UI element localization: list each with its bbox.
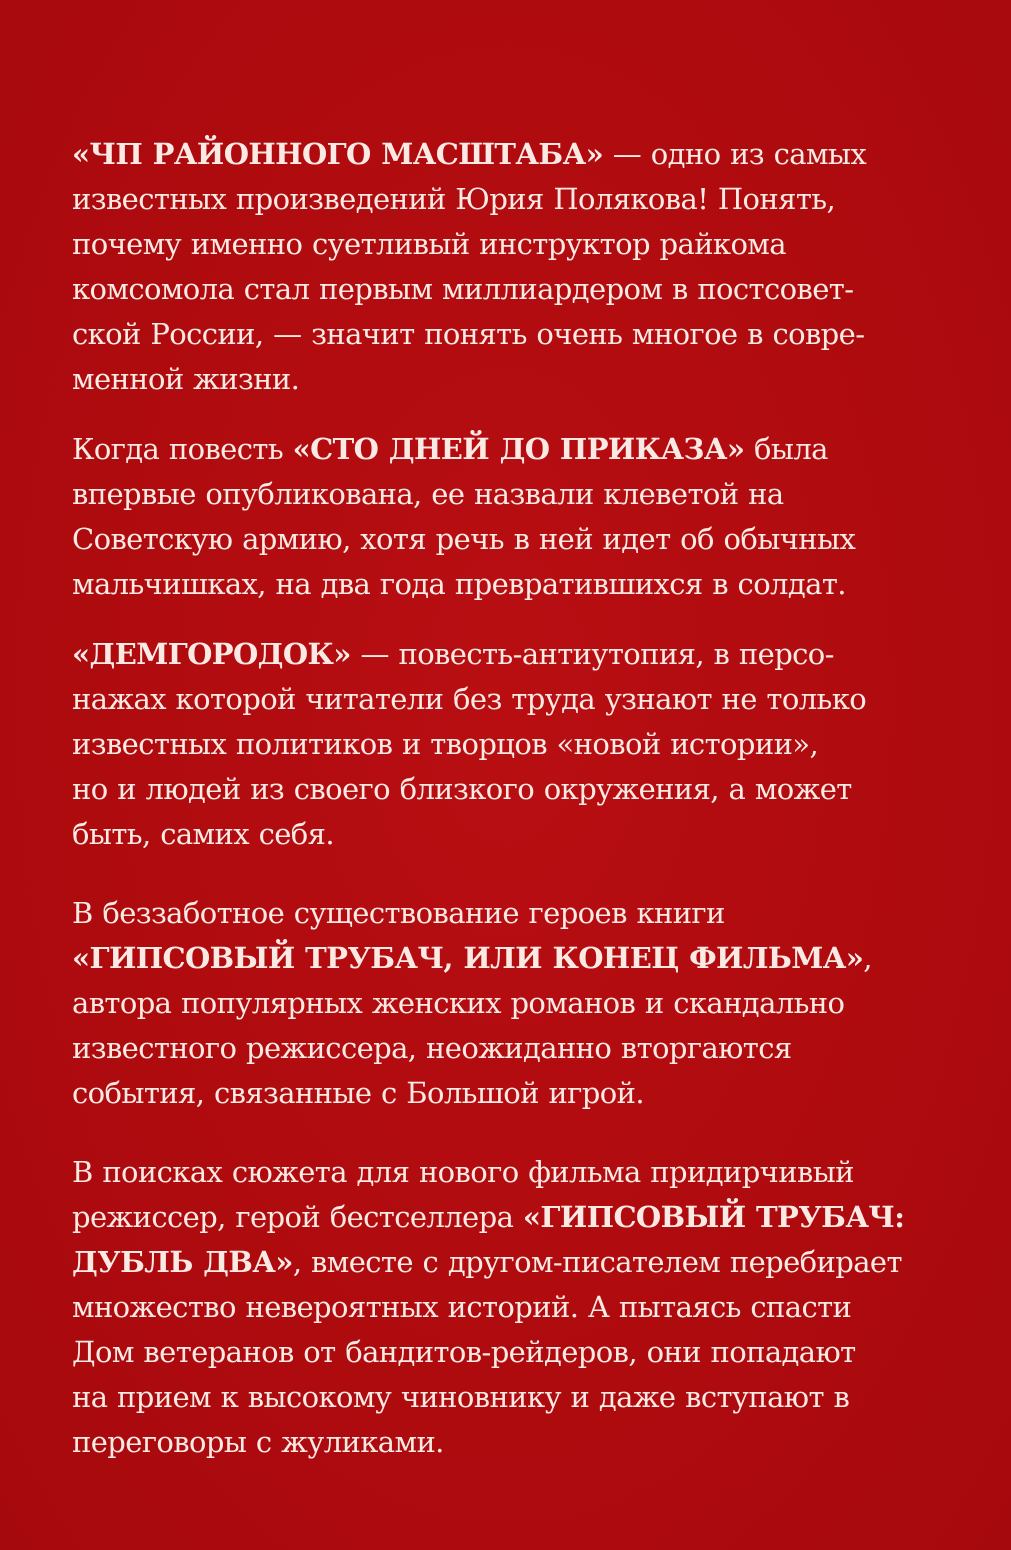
paragraph-dubl-dva: [72, 1150, 942, 1465]
text-segment: но и людей из своего близкого окружения, а может: [72, 772, 852, 806]
text-segment: известного режиссера, неожиданно вторгаются: [72, 1031, 792, 1065]
text-segment: известных политиков и творцов «новой истории»,: [72, 727, 819, 761]
text-segment: события, связанные с Большой игрой.: [72, 1076, 644, 1110]
paragraph-demgorodok: [72, 632, 942, 857]
text-segment: мальчишках, на два года превратившихся в солдат.: [72, 567, 846, 601]
text-line: [72, 222, 942, 267]
paragraph-gipsovy-trubach: [72, 891, 942, 1116]
text-segment: была: [744, 432, 828, 466]
text-line: [72, 1195, 942, 1240]
text-segment: известных произведений Юрия Полякова! Понять,: [72, 182, 836, 216]
text-line: [72, 1240, 942, 1285]
text-line: [72, 1285, 942, 1330]
text-line: [72, 357, 942, 402]
book-title: «ДЕМГОРОДОК»: [72, 637, 351, 671]
text-segment: , вместе с другом-писателем перебирает: [292, 1245, 902, 1279]
text-line: [72, 472, 942, 517]
text-line: [72, 312, 942, 357]
book-title: ДУБЛЬ ДВА»: [72, 1245, 293, 1279]
text-segment: ,: [863, 941, 872, 975]
text-segment: нажах которой читатели без труда узнают не только: [72, 682, 867, 716]
text-segment: В беззаботное существование героев книги: [72, 896, 725, 930]
text-segment: ской России, — значит понять очень многое в совре-: [72, 317, 865, 351]
text-line: [72, 981, 942, 1026]
text-line: [72, 1071, 942, 1116]
text-line: [72, 562, 942, 607]
book-title: «ЧП РАЙОННОГО МАСШТАБА»: [72, 137, 604, 171]
book-title: «ГИПСОВЫЙ ТРУБАЧ, ИЛИ КОНЕЦ ФИЛЬМА»: [72, 941, 864, 975]
text-segment: режиссер, герой бестселлера: [72, 1200, 523, 1234]
text-segment: — повесть-антиутопия, в персо-: [350, 637, 834, 671]
text-line: [72, 427, 942, 472]
text-segment: на прием к высокому чиновнику и даже вступают в: [72, 1380, 850, 1414]
text-line: [72, 632, 942, 677]
text-line: [72, 267, 942, 312]
text-segment: менной жизни.: [72, 362, 300, 396]
text-line: [72, 812, 942, 857]
text-line: [72, 1375, 942, 1420]
text-segment: почему именно суетливый инструктор райкома: [72, 227, 786, 261]
text-segment: — одно из самых: [603, 137, 867, 171]
book-title: «СТО ДНЕЙ ДО ПРИКАЗА»: [292, 432, 745, 466]
text-line: [72, 767, 942, 812]
paragraph-chp: [72, 132, 942, 402]
text-segment: В поисках сюжета для нового фильма придирчивый: [72, 1155, 854, 1189]
text-line: [72, 1150, 942, 1195]
text-line: [72, 1330, 942, 1375]
text-segment: быть, самих себя.: [72, 817, 334, 851]
text-line: [72, 722, 942, 767]
book-title: «ГИПСОВЫЙ ТРУБАЧ:: [522, 1200, 905, 1234]
text-segment: комсомола стал первым миллиардером в постсовет-: [72, 272, 854, 306]
text-line: [72, 1026, 942, 1071]
text-line: [72, 177, 942, 222]
text-segment: переговоры с жуликами.: [72, 1425, 444, 1459]
text-line: [72, 132, 942, 177]
text-segment: множество невероятных историй. А пытаясь спасти: [72, 1290, 852, 1324]
text-line: [72, 677, 942, 722]
paragraph-sto-dney: [72, 427, 942, 607]
text-segment: Когда повесть: [72, 432, 293, 466]
text-line: [72, 1420, 942, 1465]
text-segment: Советскую армию, хотя речь в ней идет об обычных: [72, 522, 856, 556]
text-segment: Дом ветеранов от бандитов-рейдеров, они попадают: [72, 1335, 856, 1369]
text-line: [72, 517, 942, 562]
text-segment: автора популярных женских романов и скандально: [72, 986, 845, 1020]
text-line: [72, 891, 942, 936]
text-line: [72, 936, 942, 981]
annotation-text: [72, 132, 942, 1490]
text-segment: впервые опубликована, ее назвали клеветой на: [72, 477, 784, 511]
